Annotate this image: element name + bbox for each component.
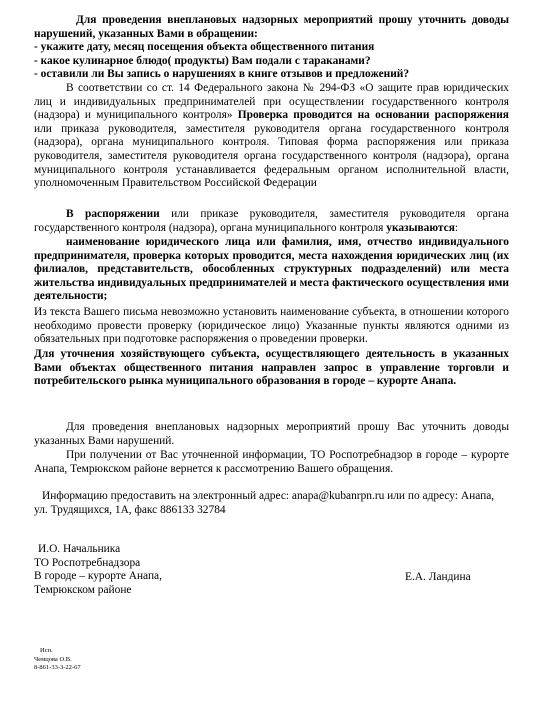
questions-list xyxy=(34,41,509,82)
intro-paragraph: Для проведения внеплановых надзорных мероприятий прошу уточнить доводы нарушений, указанных Вами в обращении: xyxy=(34,14,509,40)
executor-phone: 8-861-33-3-22-67 xyxy=(34,664,81,671)
request-sent-paragraph: Для уточнения хозяйствующего субъекта, осуществляющего деятельность в указанных Вами объектах общественного питания направлен запрос в управление торговли и потребительского рынка муниципального образования в городе – курорте Анапа. xyxy=(34,348,509,388)
contact-paragraph: Информацию предоставить на электронный адрес: anapa@kubanrpn.ru или по адресу: Анапа, ул. Трудящихся, 1А, факс 886133 32784 xyxy=(34,490,495,516)
signature-block xyxy=(34,543,334,597)
return-paragraph: При получении от Вас уточненной информации, ТО Роспотребнадзор в городе – курорте Анапа, Темрюкском районе вернется к рассмотрению Вашего обращения. xyxy=(34,449,509,475)
signatory-name: Е.А. Ландина xyxy=(405,571,471,583)
signature-city: В городе – курорте Анапа, xyxy=(34,570,162,583)
law-paragraph: В соответствии со ст. 14 Федерального закона № 294-ФЗ «О защите прав юридических лиц и индивидуальных предпринимателей при осуществлении государственного контроля (надзора) и муниципального контроля» Проверка проводится на основании распоряжения или приказа руководителя, заместителя руководителя органа государственного контроля (надзора), органа муниципального контроля. Типовая форма распоряжения или приказа руководителя, заместителя руководителя органа государственного контроля (надзора), органа муниципального контроля устанавливается федеральным органом исполнительной власти, уполномоченным Правительством Российской Федерации xyxy=(34,82,509,190)
letter-text-paragraph: Из текста Вашего письма невозможно установить наименование субъекта, в отношении которого необходимо провести проверку (юридическое лицо) Указанные пункты являются одними из обязательных при подготовке распоряжения о проведении проверки. xyxy=(34,306,509,346)
question-item: - оставили ли Вы запись о нарушениях в книге отзывов и предложений? xyxy=(34,68,410,81)
question-item: - укажите дату, месяц посещения объекта общественного питания xyxy=(34,41,375,53)
executor-block xyxy=(34,647,81,673)
signature-position: И.О. Начальника xyxy=(38,543,121,555)
order-paragraph: В распоряжении или приказе руководителя, заместителя руководителя органа государственного контроля (надзора), органа муниципального контроля указываются: xyxy=(34,208,509,234)
executor-label: Исп. xyxy=(40,647,53,654)
signature-organization: ТО Роспотребнадзора xyxy=(34,556,141,569)
question-item: - какое кулинарное блюдо( продукты) Вам подали с тараканами? xyxy=(34,54,371,67)
clarify-paragraph: Для проведения внеплановых надзорных мероприятий прошу Вас уточнить доводы указанных Вами нарушений. xyxy=(34,421,509,447)
executor-name: Чемцова О.В. xyxy=(34,655,72,663)
required-items-paragraph: наименование юридического лица или фамилия, имя, отчество индивидуального предпринимателя, проверка которых проводится, места нахождения юридических лиц (их филиалов, представительств, обособленных структурных подразделений) или места жительства индивидуальных предпринимателей и места фактического осуществления ими деятельности; xyxy=(34,236,509,303)
signature-district: Темрюкском районе xyxy=(34,583,132,596)
